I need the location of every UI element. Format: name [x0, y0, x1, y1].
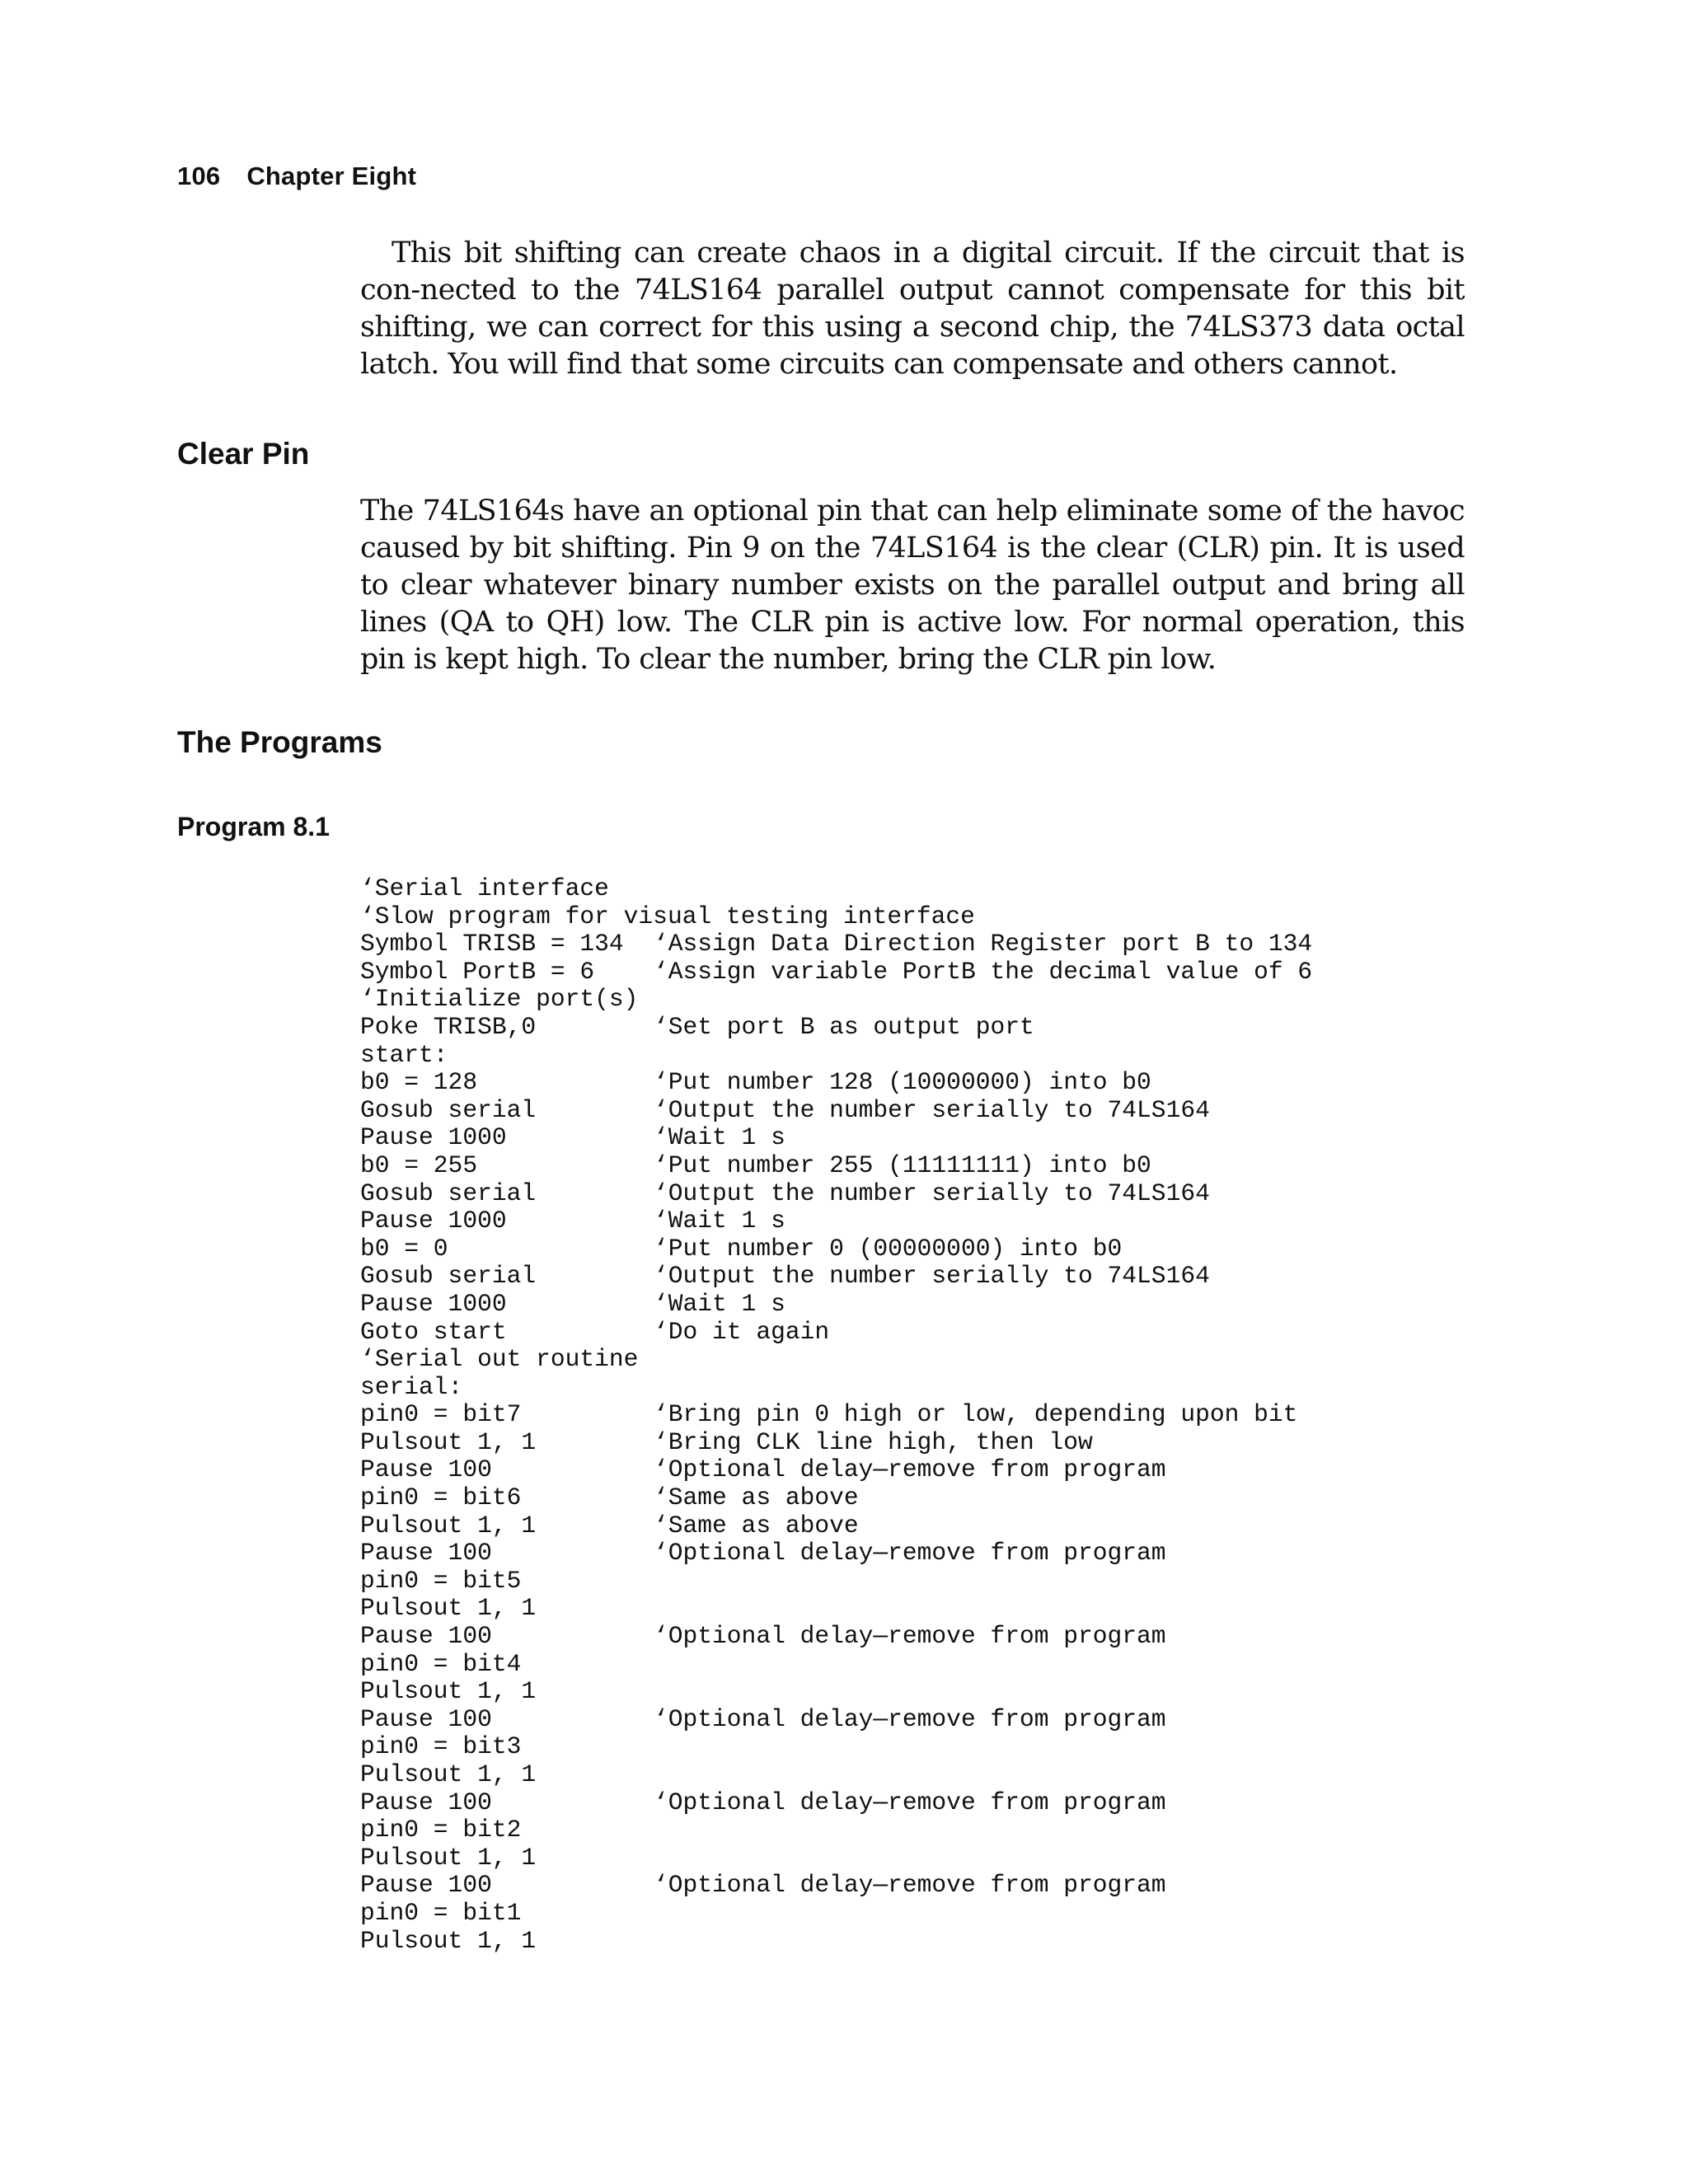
- code-comment: ‘Bring CLK line high, then low: [654, 1427, 1093, 1456]
- code-line: [360, 1789, 1312, 1817]
- code-comment: ‘Optional delay—remove from program: [654, 1704, 1166, 1733]
- code-statement: serial:: [360, 1372, 463, 1401]
- code-statement: Poke TRISB,0: [360, 1012, 537, 1041]
- code-statement: Pause 100: [360, 1622, 492, 1651]
- code-comment: ‘Same as above: [654, 1483, 859, 1512]
- code-statement: ‘Initialize port(s): [360, 985, 639, 1014]
- code-line: [360, 1346, 1312, 1374]
- code-statement: Symbol TRISB = 134: [360, 930, 624, 958]
- code-comment: ‘Put number 128 (10000000) into b0: [654, 1068, 1151, 1097]
- code-statement: Pulsout 1, 1: [360, 1511, 537, 1540]
- code-statement: Pause 100: [360, 1539, 492, 1568]
- code-statement: Pause 1000: [360, 1123, 507, 1152]
- code-line: [360, 1124, 1312, 1152]
- code-statement: b0 = 255: [360, 1151, 478, 1179]
- code-statement: Gosub serial: [360, 1179, 537, 1207]
- code-statement: Pause 100: [360, 1455, 492, 1484]
- code-statement: Pulsout 1, 1: [360, 1427, 537, 1456]
- code-statement: Pulsout 1, 1: [360, 1926, 537, 1955]
- code-comment: ‘Output the number serially to 74LS164: [654, 1095, 1210, 1124]
- code-statement: b0 = 128: [360, 1068, 478, 1097]
- paragraph-clear-pin: The 74LS164s have an optional pin that can help eliminate some of the havoc caused by bit shifting. Pin 9 on the 74LS164 is the clear (CLR) pin. It is used to clear whatever binary number exists on the parallel output and bring all lines (QA to QH) low. The CLR pin is active low. For normal operation, this pin is kept high. To clear the number, bring the CLR pin low.: [360, 494, 1465, 676]
- code-comment: ‘Assign Data Direction Register port B to 134: [654, 930, 1313, 958]
- code-line: [360, 1429, 1312, 1457]
- code-line: [360, 1291, 1312, 1319]
- code-line: [360, 1595, 1312, 1623]
- code-line: [360, 1872, 1312, 1900]
- code-statement: b0 = 0: [360, 1234, 448, 1263]
- code-line: [360, 958, 1312, 987]
- code-statement: pin0 = bit2: [360, 1816, 522, 1844]
- code-comment: ‘Optional delay—remove from program: [654, 1455, 1166, 1484]
- code-line: [360, 1651, 1312, 1679]
- code-line: [360, 1014, 1312, 1042]
- code-line: [360, 1152, 1312, 1180]
- code-statement: Pause 100: [360, 1704, 492, 1733]
- code-statement: pin0 = bit6: [360, 1483, 522, 1512]
- code-statement: Symbol PortB = 6: [360, 957, 595, 986]
- code-line: [360, 1816, 1312, 1844]
- code-comment: ‘Wait 1 s: [654, 1207, 785, 1235]
- code-line: [360, 1207, 1312, 1235]
- code-line: [360, 1319, 1312, 1347]
- code-statement: Gosub serial: [360, 1095, 537, 1124]
- code-comment: ‘Do it again: [654, 1317, 830, 1346]
- code-statement: ‘Slow program for visual testing interface: [360, 902, 975, 930]
- code-statement: pin0 = bit3: [360, 1732, 522, 1761]
- code-comment: ‘Optional delay—remove from program: [654, 1871, 1166, 1900]
- code-statement: Pause 1000: [360, 1207, 507, 1235]
- heading-the-programs: The Programs: [177, 725, 382, 759]
- code-line: [360, 1374, 1312, 1402]
- code-comment: ‘Wait 1 s: [654, 1123, 785, 1152]
- code-line: [360, 1568, 1312, 1596]
- code-line: [360, 1097, 1312, 1125]
- code-comment: ‘Put number 255 (11111111) into b0: [654, 1151, 1151, 1179]
- code-line: [360, 1401, 1312, 1429]
- code-line: [360, 1456, 1312, 1484]
- code-comment: ‘Assign variable PortB the decimal value of 6: [654, 957, 1313, 986]
- code-comment: ‘Optional delay—remove from program: [654, 1539, 1166, 1568]
- code-statement: Pulsout 1, 1: [360, 1677, 537, 1706]
- code-line: [360, 1263, 1312, 1291]
- heading-clear-pin: Clear Pin: [177, 437, 310, 471]
- code-statement: pin0 = bit1: [360, 1898, 522, 1927]
- code-line: [360, 1844, 1312, 1872]
- code-statement: Pause 1000: [360, 1289, 507, 1318]
- code-line: [360, 930, 1312, 958]
- code-line: [360, 1235, 1312, 1263]
- code-line: [360, 1733, 1312, 1761]
- code-line: [360, 1042, 1312, 1070]
- code-line: [360, 1484, 1312, 1512]
- code-line: [360, 1761, 1312, 1789]
- code-comment: ‘Output the number serially to 74LS164: [654, 1262, 1210, 1291]
- heading-program-8-1: Program 8.1: [177, 812, 330, 841]
- code-line: [360, 1512, 1312, 1540]
- code-statement: Goto start: [360, 1317, 507, 1346]
- code-statement: ‘Serial out routine: [360, 1345, 639, 1374]
- code-line: [360, 875, 1312, 903]
- chapter-title: Chapter Eight: [246, 162, 417, 190]
- code-comment: ‘Same as above: [654, 1511, 859, 1540]
- code-comment: ‘Optional delay—remove from program: [654, 1622, 1166, 1651]
- code-line: [360, 903, 1312, 931]
- code-statement: Pulsout 1, 1: [360, 1594, 537, 1623]
- code-line: [360, 1928, 1312, 1956]
- code-listing: [360, 875, 1312, 1955]
- code-statement: Pause 100: [360, 1788, 492, 1816]
- code-line: [360, 1623, 1312, 1651]
- code-statement: Gosub serial: [360, 1262, 537, 1291]
- code-line: [360, 1069, 1312, 1097]
- code-statement: pin0 = bit4: [360, 1649, 522, 1678]
- code-line: [360, 1706, 1312, 1734]
- code-statement: Pulsout 1, 1: [360, 1843, 537, 1872]
- code-statement: pin0 = bit5: [360, 1566, 522, 1595]
- code-statement: Pulsout 1, 1: [360, 1760, 537, 1788]
- running-head: [177, 162, 416, 191]
- code-comment: ‘Put number 0 (00000000) into b0: [654, 1234, 1123, 1263]
- paragraph-bit-shifting: This bit shifting can create chaos in a digital circuit. If the circuit that is con-nected to the 74LS164 parallel output cannot compensate for this bit shifting, we can correct for this using a second chip, the 74LS373 data octal latch. You will find that some circuits can compensate and others cannot.: [360, 237, 1465, 381]
- code-line: [360, 1678, 1312, 1706]
- code-statement: pin0 = bit7: [360, 1400, 522, 1429]
- code-line: [360, 1540, 1312, 1568]
- code-statement: Pause 100: [360, 1871, 492, 1900]
- code-line: [360, 1900, 1312, 1928]
- code-comment: ‘Optional delay—remove from program: [654, 1788, 1166, 1816]
- page-number: 106: [177, 162, 221, 190]
- code-comment: ‘Set port B as output port: [654, 1012, 1034, 1041]
- code-statement: start:: [360, 1040, 448, 1069]
- code-comment: ‘Output the number serially to 74LS164: [654, 1179, 1210, 1207]
- code-line: [360, 1180, 1312, 1208]
- code-line: [360, 986, 1312, 1014]
- code-statement: ‘Serial interface: [360, 874, 609, 902]
- code-comment: ‘Wait 1 s: [654, 1289, 785, 1318]
- code-comment: ‘Bring pin 0 high or low, depending upon bit: [654, 1400, 1298, 1429]
